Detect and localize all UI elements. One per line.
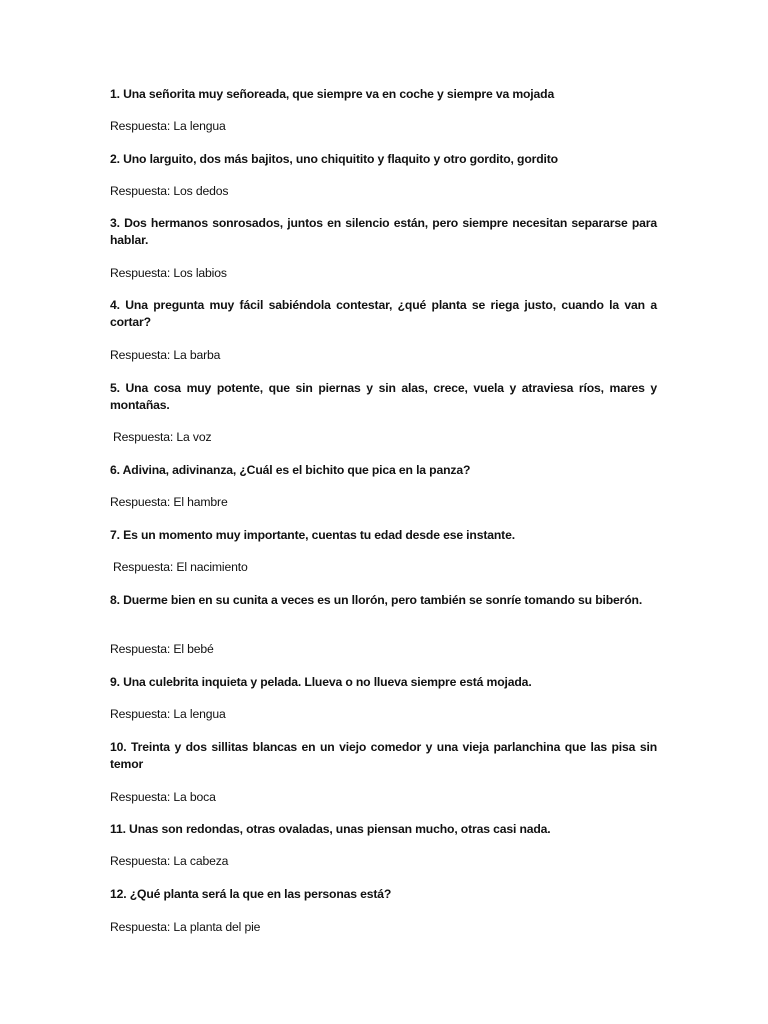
riddle-answer-4: Respuesta: La barba: [110, 348, 221, 362]
riddle-answer-12: Respuesta: La planta del pie: [110, 920, 261, 934]
riddle-question-9: 9. Una culebrita inquieta y pelada. Llueva o no llueva siempre está mojada.: [110, 675, 532, 689]
riddle-answer-10: Respuesta: La boca: [110, 790, 216, 804]
riddle-question-8: 8. Duerme bien en su cunita a veces es un llorón, pero también se sonríe tomando su biberón.: [110, 593, 643, 607]
riddle-answer-6: Respuesta: El hambre: [110, 495, 228, 509]
riddle-question-4: 4. Una pregunta muy fácil sabiéndola contestar, ¿qué planta se riega justo, cuando la van a cortar?: [110, 298, 657, 329]
riddle-answer-1: Respuesta: La lengua: [110, 119, 226, 133]
riddle-answer-8: Respuesta: El bebé: [110, 642, 214, 656]
riddle-answer-2: Respuesta: Los dedos: [110, 184, 229, 198]
riddle-question-5: 5. Una cosa muy potente, que sin piernas y sin alas, crece, vuela y atraviesa ríos, mares y montañas.: [110, 381, 657, 412]
riddle-answer-11: Respuesta: La cabeza: [110, 854, 229, 868]
riddle-answer-7: Respuesta: El nacimiento: [113, 560, 248, 574]
riddle-answer-9: Respuesta: La lengua: [110, 707, 226, 721]
riddle-question-1: 1. Una señorita muy señoreada, que siempre va en coche y siempre va mojada: [110, 87, 555, 101]
riddle-answer-3: Respuesta: Los labios: [110, 266, 227, 280]
riddle-question-2: 2. Uno larguito, dos más bajitos, uno chiquitito y flaquito y otro gordito, gordito: [110, 152, 558, 166]
riddle-question-10: 10. Treinta y dos sillitas blancas en un viejo comedor y una vieja parlanchina que las pisa sin temor: [110, 740, 657, 771]
riddle-question-12: 12. ¿Qué planta será la que en las personas está?: [110, 887, 392, 901]
riddle-answer-5: Respuesta: La voz: [113, 430, 212, 444]
riddle-question-6: 6. Adivina, adivinanza, ¿Cuál es el bichito que pica en la panza?: [110, 463, 471, 477]
riddle-question-7: 7. Es un momento muy importante, cuentas tu edad desde ese instante.: [110, 528, 515, 542]
riddle-question-3: 3. Dos hermanos sonrosados, juntos en silencio están, pero siempre necesitan separarse para hablar.: [110, 216, 657, 247]
riddle-question-11: 11. Unas son redondas, otras ovaladas, unas piensan mucho, otras casi nada.: [110, 822, 551, 836]
